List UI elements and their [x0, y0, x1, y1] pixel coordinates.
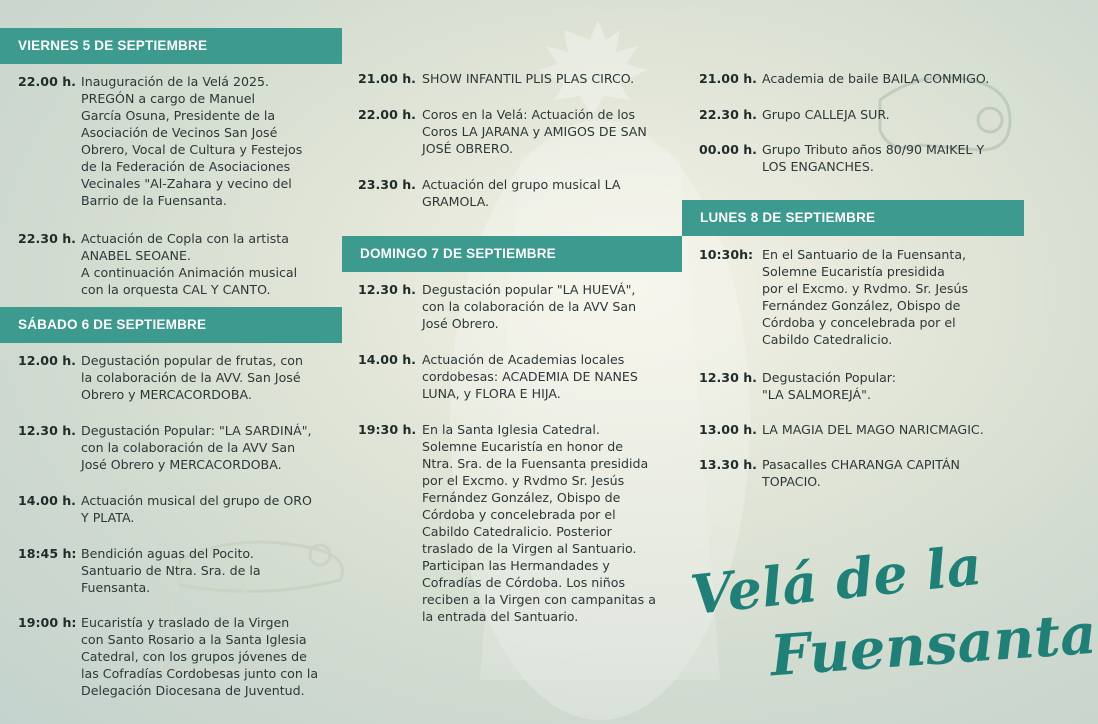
- event-time: 22.00 h.: [18, 74, 76, 89]
- event-time: 14.00 h.: [358, 352, 416, 367]
- event-description: Actuación de Academias locales cordobesas: ACADEMIA DE NANES LUNA, y FLORA E HIJA.: [422, 352, 638, 401]
- event-time: 00.00 h.: [699, 142, 757, 157]
- event-title-line2: Fuensanta: [768, 600, 1098, 690]
- event-description: Degustación Popular: "LA SARDINÁ", con la colaboración de la AVV San José Obrero y MERCACORDOBA.: [81, 423, 312, 472]
- event-description: Actuación del grupo musical LA GRAMOLA.: [422, 177, 621, 209]
- event-time: 12.30 h.: [699, 370, 757, 385]
- event-time: 22.30 h.: [18, 231, 76, 246]
- event-description: Coros en la Velá: Actuación de los Coros LA JARANA y AMIGOS DE SAN JOSÉ OBRERO.: [422, 107, 647, 156]
- section-header-sunday: DOMINGO 7 DE SEPTIEMBRE: [342, 236, 682, 272]
- event-time: 13.00 h.: [699, 422, 757, 437]
- event-time: 22.30 h.: [699, 107, 757, 122]
- event-time: 21.00 h.: [699, 71, 757, 86]
- event-time: 19:30 h.: [358, 422, 417, 437]
- event-description: LA MAGIA DEL MAGO NARICMAGIC.: [762, 422, 984, 437]
- event-description: Grupo CALLEJA SUR.: [762, 107, 890, 122]
- event-title-line1: Velá de la: [687, 532, 985, 628]
- section-header-monday: LUNES 8 DE SEPTIEMBRE: [682, 200, 1024, 236]
- event-time: 18:45 h:: [18, 546, 77, 561]
- event-description: Eucaristía y traslado de la Virgen con Santo Rosario a la Santa Iglesia Catedral, con los grupos jóvenes de las Cofradías Cordobesas junto con la Delegación Diocesana de Juventud.: [81, 615, 319, 698]
- event-time: 10:30h:: [699, 247, 754, 262]
- event-time: 12.30 h.: [18, 423, 76, 438]
- event-description: Bendición aguas del Pocito. Santuario de Ntra. Sra. de la Fuensanta.: [81, 546, 261, 595]
- event-time: 13.30 h.: [699, 457, 757, 472]
- event-description: En la Santa Iglesia Catedral. Solemne Eucaristía en honor de Ntra. Sra. de la Fuensanta presidida por el Excmo. y Rvdmo Sr. Jesús Fernández González, Obispo de Córdoba y concelebrada por el Cabildo Catedralicio. Posterior traslado de la Virgen al Santuario. Participan las Hermandades y Cofradías de Córdoba. Los niños reciben a la Virgen con campanitas a la entrada del Santuario.: [422, 422, 656, 624]
- event-description: Inauguración de la Velá 2025. PREGÓN a cargo de Manuel García Osuna, Presidente de la Asociación de Vecinos San José Obrero, Vocal de Cultura y Festejos de la Federación de Asociaciones Vecinales "Al-Zahara y vecino del Barrio de la Fuensanta.: [81, 74, 303, 208]
- event-description: Actuación de Copla con la artista ANABEL SEOANE. A continuación Animación musical con la orquesta CAL Y CANTO.: [81, 231, 298, 297]
- event-description: SHOW INFANTIL PLIS PLAS CIRCO.: [422, 71, 635, 86]
- event-description: Degustación popular "LA HUEVÁ", con la colaboración de la AVV San José Obrero.: [422, 282, 637, 331]
- event-time: 12.30 h.: [358, 282, 416, 297]
- crocodile-outline-right: [880, 78, 1010, 151]
- event-description: Degustación popular de frutas, con la colaboración de la AVV. San José Obrero y MERCACORDOBA.: [81, 353, 303, 402]
- event-time: 21.00 h.: [358, 71, 416, 86]
- event-time: 22.00 h.: [358, 107, 416, 122]
- event-description: Academia de baile BAILA CONMIGO.: [762, 71, 990, 86]
- section-header-saturday: SÁBADO 6 DE SEPTIEMBRE: [0, 307, 342, 343]
- event-time: 14.00 h.: [18, 493, 76, 508]
- event-description: Degustación Popular: "LA SALMOREJÁ".: [762, 370, 896, 402]
- event-description: Pasacalles CHARANGA CAPITÁN TOPACIO.: [762, 457, 960, 489]
- event-description: Grupo Tributo años 80/90 MAIKEL Y LOS ENGANCHES.: [762, 142, 985, 174]
- event-description: En el Santuario de la Fuensanta, Solemne Eucaristía presidida por el Excmo. y Rvdmo. Sr. Jesús Fernández González, Obispo de Córdoba y concelebrada por el Cabildo Catedralicio.: [762, 247, 969, 347]
- event-time: 23.30 h.: [358, 177, 416, 192]
- section-header-friday: VIERNES 5 DE SEPTIEMBRE: [0, 28, 342, 64]
- event-time: 12.00 h.: [18, 353, 76, 368]
- event-time: 19:00 h:: [18, 615, 77, 630]
- event-description: Actuación musical del grupo de ORO Y PLATA.: [81, 493, 312, 525]
